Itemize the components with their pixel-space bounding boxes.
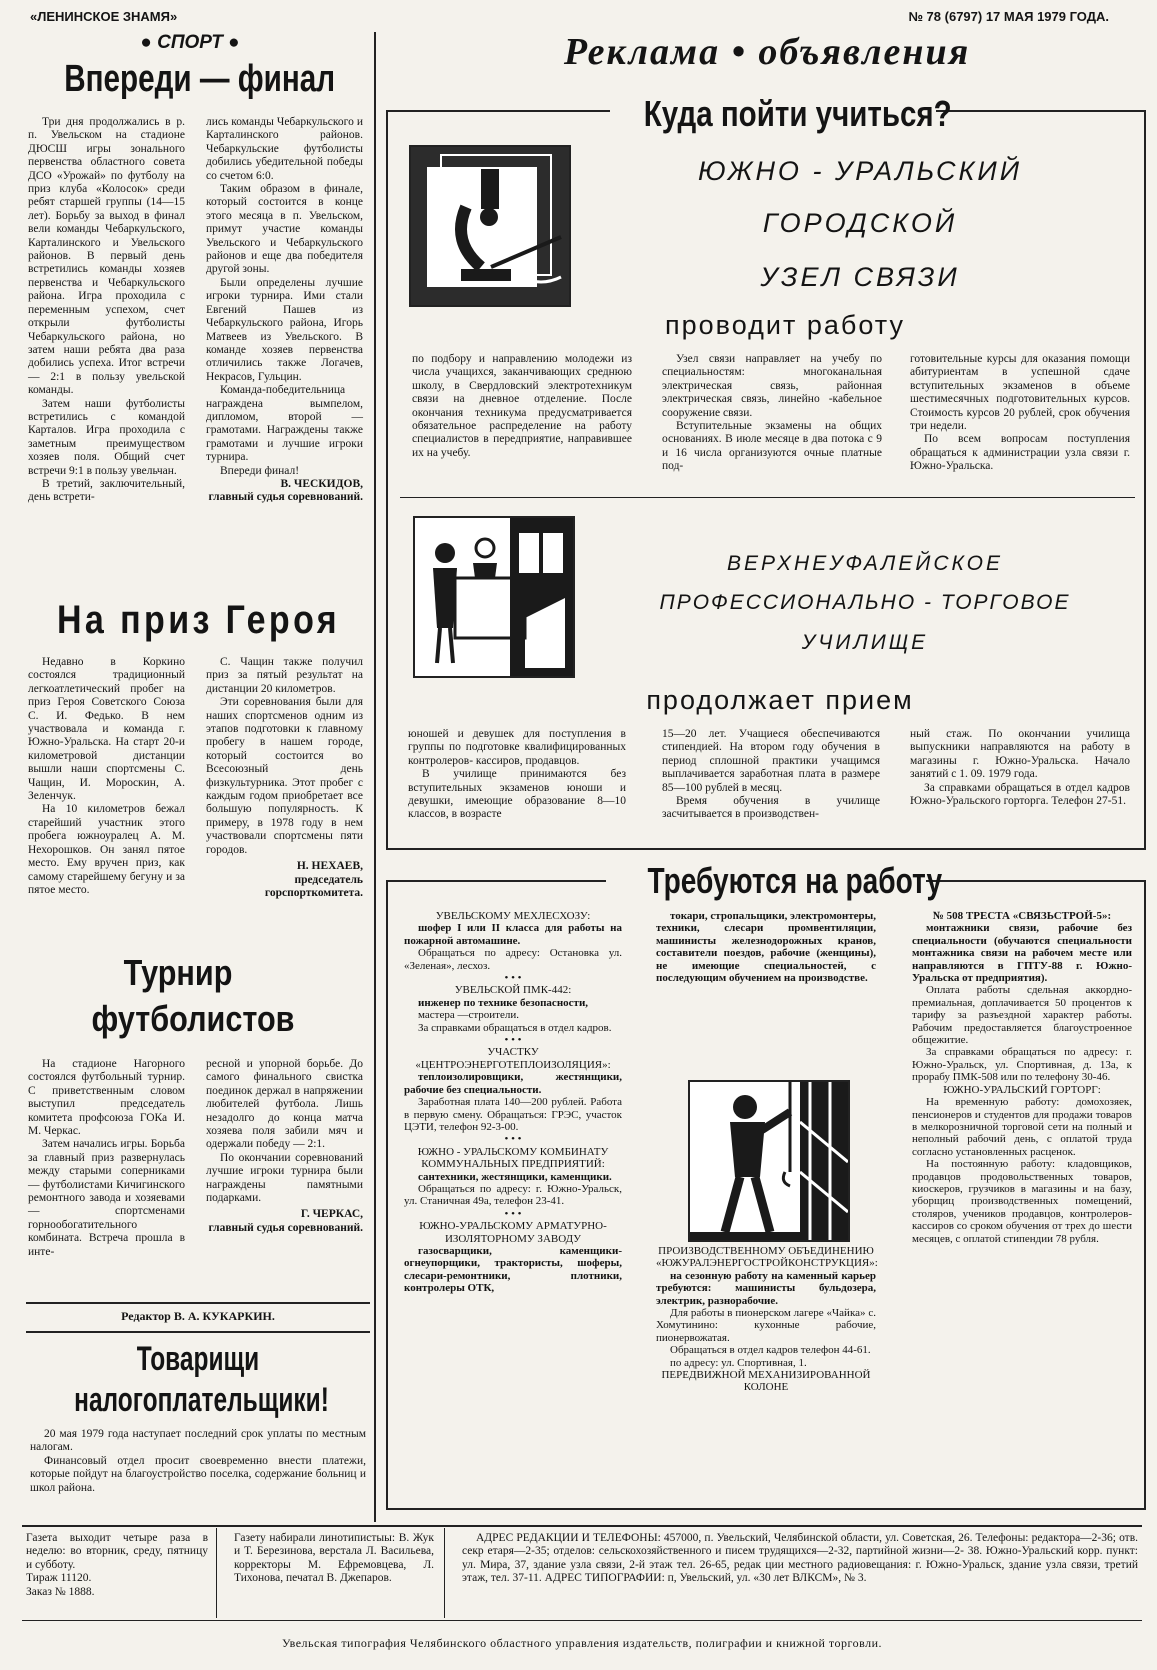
footer-divider-2 — [444, 1528, 445, 1618]
editor-rule-top — [26, 1302, 370, 1304]
masthead-issue: № 78 (6797) 17 МАЯ 1979 ГОДА. — [908, 9, 1109, 24]
paragraph: монтажники связи, рабочие без специальности (обучаются специальности монтажника связи на рабочем месте или направляются в ГПТУ-88 г. Южно-Уральска от предприятия). — [912, 922, 1132, 985]
author-name: В. ЧЕСКИДОВ, — [280, 477, 363, 490]
imprint: Увельская типография Челябинского областного управления издательств, полиграфии и книжной торговли. — [281, 1636, 883, 1650]
paragraph: по подбору и направлению молодежи из числа учащихся, заканчивающих среднюю школу, в Свердловский электротехникум связи на дневное отделение. После окончания техникума предусматривается обязательное распределение на работу специалистов в передприятие, направившее их на учебу. — [412, 353, 632, 459]
author-role: главный судья соревнований. — [208, 1221, 363, 1234]
school-org-line-1: ВЕРХНЕУФАЛЕЙСКОЕ — [726, 552, 1004, 575]
separator: • • • — [504, 1133, 522, 1146]
separator: • • • — [504, 1034, 522, 1047]
microscope-illustration — [409, 145, 571, 307]
paragraph: С. Чащин также получил приз за пятый результат на дистанции 20 километров. — [206, 656, 363, 695]
article-1-title: Впереди — финал — [64, 58, 336, 100]
footer-schedule — [26, 1532, 208, 1599]
paragraph: шофер I или II класса для работы на пожарной автомашине. — [404, 922, 622, 947]
paragraph: инженер по технике безопасности, — [418, 996, 589, 1009]
paragraph: теплоизолировщики, жестянщики, рабочие без специальности. — [404, 1071, 622, 1096]
author-role: главный судья соревнований. — [208, 491, 363, 504]
paragraph: Таким образом в финале, который состоится в конце этого месяца в п. Увельском, примут участие команды Увельского и Чебаркульского районов и еще два победителя другой зоны. — [206, 183, 363, 276]
ads-header: Реклама • объявления — [563, 31, 971, 73]
sport-rubric: ● СПОРТ ● — [140, 32, 240, 53]
paragraph: За справками обращаться в отдел кадров Южно-Уральского горторга. Телефон 27-51. — [910, 781, 1130, 808]
paragraph: Эти соревнования были для наших спортсменов одним из этапов подготовки к главному пробегу в нашем городе, который состоится во Всесоюзный день физкультурника. Этот пробег с каждым годом приобретает все большую популярность. К примеру, в 1978 году в нем участвовали спортсмены пяти городов. — [206, 696, 363, 856]
study-lead: проводит работу — [665, 310, 905, 340]
author-role: председатель горспорткомитета. — [264, 873, 363, 899]
paragraph: юношей и девушек для поступления в группы по подготовке квалифицированных контролеров- кассиров, продавцов. — [408, 728, 626, 767]
paragraph: По всем вопросам поступления обращаться к администрации узла связи г. Южно-Уральска. — [910, 433, 1130, 473]
paragraph: Газета выходит четыре раза в неделю: во вторник, среду, пятницу и субботу. — [26, 1532, 208, 1571]
paragraph: За справками обращаться по адресу: г. Южно-Уральск, ул. Спортивная, д. 13а, к прорабу ПМК-508 или по телефону 30-46. — [912, 1046, 1132, 1084]
job-title: ЮЖНО-УРАЛЬСКИЙ ГОРТОРГ: — [943, 1083, 1101, 1096]
shop-illustration — [413, 516, 575, 678]
school-org-line-2: ПРОФЕССИОНАЛЬНО - ТОРГОВОЕ — [659, 591, 1071, 614]
paragraph: сантехники, жестянщики, каменщики. — [418, 1170, 612, 1183]
article-1-col-1 — [28, 116, 185, 505]
study-col-1 — [412, 353, 632, 460]
paragraph: В третий, заключительный, день встрети- — [28, 477, 185, 504]
study-heading: Куда пойти учиться? — [610, 93, 936, 135]
jobs-col-1 — [404, 910, 622, 1295]
author-name: Н. НЕХАЕВ, — [296, 860, 363, 873]
paragraph: Три дня продолжались в р. п. Увельском на стадионе ДЮСШ игры зонального первенства областного совета ДСО «Урожай» по футболу на приз клуба «Колосок» среди ребят старшей группы (14—15 лет). Борьбу за выход в финал вели команды Чебаркульского, Карталинского и Увельского районов. В первый день встретились команды хозяев первенства и Чебаркульского района. Игра проходила с переменным успехом, счет открыли футболисты Чебаркульского района, но затем наши ребята два раза добились успеха. Итог встречи — 2:1 в пользу увельской команды. — [28, 116, 185, 397]
paragraph: Узел связи направляет на учебу по специальностям: многоканальная электрическая связь, районная электрическая связь, линейно -кабельное сооружение связи. — [662, 353, 882, 419]
worker-illustration — [688, 1080, 850, 1242]
paragraph: газосварщики, каменщики-огнеупорщики, трактористы, шоферы, слесари-ремонтники, плотники, контролеры ОТК, — [404, 1244, 622, 1295]
school-col-3 — [910, 728, 1130, 808]
paragraph: Финансовый отдел просит своевременно внести платежи, которые пойдут на благоустройство поселка, содержание больниц и школ района. — [30, 1454, 366, 1494]
study-col-3 — [910, 353, 1130, 474]
article-1-col-2 — [206, 116, 363, 505]
tax-notice-body — [30, 1428, 366, 1495]
circulation: Тираж 11120. — [26, 1572, 92, 1585]
column-divider — [374, 32, 376, 1522]
paragraph: ный стаж. По окончании училища выпускники направляются на работу в магазины г. Южно-Уральска. Начало занятий с 1. 09. 1979 года. — [910, 728, 1130, 781]
paragraph: на сезонную работу на каменный карьер требуются: машинисты бульдозера, электрик, разнорабочие. — [656, 1269, 876, 1307]
paragraph: Обращаться по адресу: Остановка ул. «Зеленая», лесхоз. — [404, 947, 622, 972]
paragraph: Затем начались игры. Борьба за главный приз развернулась между старыми соперниками — футболистами Кичигинского ремонтного завода и хозяевами — спортсменами горнообогатительного комбината. Встреча прошла в инте- — [28, 1138, 185, 1258]
footer-rule-bottom — [22, 1620, 1142, 1621]
footer-divider-1 — [216, 1528, 217, 1618]
paragraph: Вступительные экзамены на общих основаниях. В июле месяце в два потока с 9 и 16 числа организуются очные платные под- — [662, 420, 882, 473]
jobs-col-2-lower — [656, 1245, 876, 1394]
separator: • • • — [504, 972, 522, 985]
paragraph: лись команды Чебаркульского и Карталинского районов. Чебаркульские футболисты добились убедительной победы со счетом 6:0. — [206, 116, 363, 182]
paragraph: Оплата работы сдельная аккордно- премиальная, доплачивается 50 процентов к тарифу за разъездной характер работы. Рабочим предоставляется благоустроенное общежитие. — [912, 984, 1132, 1047]
study-col-2 — [662, 353, 882, 474]
job-title: УВЕЛЬСКОЙ ПМК-442: — [454, 984, 572, 997]
paragraph: Впереди финал! — [220, 464, 300, 477]
paragraph: В училище принимаются без вступительных экзаменов юноши и девушки, имеющие образование 8—10 классов, в возрасте — [408, 768, 626, 821]
editor-line: Редактор В. А. КУКАРКИН. — [121, 1309, 275, 1323]
paragraph: по адресу: ул. Спортивная, 1. — [670, 1356, 807, 1369]
paragraph: готовительные курсы для оказания помощи абитуриентам в успешной сдаче вступительных экзаменов в объеме шестимесячных подготовительных курсов. Стоимость курсов 20 рублей, срок обучения три недели. — [910, 353, 1130, 433]
study-org-line-1: ЮЖНО - УРАЛЬСКИЙ — [697, 156, 1023, 186]
paragraph: По окончании соревнований лучшие игроки турнира были награждены памятными подарками. — [206, 1151, 363, 1205]
job-title: ПРОИЗВОДСТВЕННОМУ ОБЪЕДИНЕНИЮ «ЮЖУРАЛЭНЕРГОСТРОЙКОНСТРУКЦИЯ»: — [656, 1245, 878, 1270]
school-org-line-3: УЧИЛИЩЕ — [801, 631, 929, 654]
job-title: УВЕЛЬСКОМУ МЕХЛЕСХОЗУ: — [435, 910, 591, 922]
tax-notice-title: Товарищи налогоплательщики! — [74, 1340, 329, 1419]
jobs-col-2 — [656, 910, 876, 984]
article-2-title: На приз Героя — [56, 598, 340, 642]
article-3-title: Турнир футболистов — [91, 952, 295, 1039]
study-org-line-2: ГОРОДСКОЙ — [762, 208, 958, 238]
paragraph: Время обучения в училище засчитывается в производствен- — [662, 795, 880, 821]
paragraph: Обращаться в отдел кадров телефон 44-61. — [670, 1344, 871, 1357]
paragraph: АДРЕС РЕДАКЦИИ И ТЕЛЕФОНЫ: 457000, п. Увельский, Челябинской области, ул. Советская, 26. Телефоны: редактора—2-36; отв. секр етаря—2-35; отделов: сельскохозяйственного и писем трудящихся—2-32, партийной жизни—2- 38. Южно-Уральский корр. пункт: ул. Мира, 37, здание узла связи, 2-й этаж тел. 26-65, редак ции местного радиовещания: г. Южно-Уральск, здание узла связи, третий этаж, тел. 37-11. АДРЕС ТИПОГРАФИИ: п, Увельский, ул. «30 лет ВЛКСМ», № 3. — [462, 1532, 1138, 1585]
footer-address — [462, 1532, 1138, 1586]
study-org-line-3: УЗЕЛ СВЯЗИ — [760, 262, 960, 292]
school-col-1 — [408, 728, 626, 822]
job-title: ПЕРЕДВИЖНОЙ МЕХАНИЗИРОВАННОЙ КОЛОНЕ — [661, 1369, 871, 1394]
order-number: Заказ № 1888. — [26, 1585, 95, 1598]
paragraph: Заработная плата 140—200 рублей. Работа в первую смену. Обращаться: ГРЭС, участок ЦЭТИ, телефон 92-3-00. — [404, 1096, 622, 1133]
jobs-heading: Требуются на работу — [606, 860, 926, 902]
masthead-paper: «ЛЕНИНСКОЕ ЗНАМЯ» — [30, 9, 178, 24]
article-2-col-1 — [28, 656, 185, 897]
article-3-col-1 — [28, 1058, 185, 1259]
paragraph: Затем наши футболисты встретились с командой Карталов. Игра проходила с заметным преимуществом хозяев поля. Общий счет встречи 9:1 в пользу увельчан. — [28, 397, 185, 477]
job-title: № 508 ТРЕСТА «СВЯЗЬСТРОЙ-5»: — [932, 910, 1112, 922]
paragraph: За справками обращаться в отдел кадров. — [418, 1021, 612, 1034]
paragraph: 15—20 лет. Учащиеся обеспечиваются стипендией. На втором году обучения в период сплошной практики учащимся выплачивается заработная плата в размере 85—100 рублей в месяц. — [662, 728, 880, 794]
job-title: УЧАСТКУ «ЦЕНТРОЭНЕРГОТЕПЛОИЗОЛЯЦИЯ»: — [415, 1046, 611, 1071]
job-title: ЮЖНО - УРАЛЬСКОМУ КОМБИНАТУ КОММУНАЛЬНЫХ ПРЕДПРИЯТИЙ: — [417, 1145, 609, 1171]
footer-rule-top — [22, 1525, 1142, 1527]
paragraph: Команда-победительница награждена вымпелом, дипломом, второй — грамотами. Награждены также грамотами и лучшие игроки турнира. — [206, 384, 363, 464]
paragraph: На 10 километров бежал старейший участник этого пробега южноуралец А. М. Нехорошков. Он занял пятое место. Ему вручен приз, как самому старейшему бегуну и за пятое место. — [28, 803, 185, 896]
paragraph: токари, стропальщики, электромонтеры, техники, слесари промвентиляции, машинисты железнодорожных кранов, составители поездов, рабочие (женщины), не имеющие специальностей, с последующим обучением на производстве. — [656, 910, 876, 985]
article-2-col-2 — [206, 656, 363, 900]
article-3-col-2 — [206, 1058, 363, 1235]
paragraph: Недавно в Коркино состоялся традиционный легкоатлетический пробег на приз Героя Советского Союза С. И. Федько. В нем участвовала и команда г. Южно-Уральска. На старт 20-и километровой дистанции вышли наши спортсмены С. Чащин, И. Морoскин, А. Зеленчук. — [28, 656, 185, 803]
paragraph: На постоянную работу: кладовщиков, продавцов продовольственных товаров, киоскеров, грузчиков в магазины и на базу, уборщиц производственных помещений, столяров, учеников продавцов, контролеров-кассиров со сроком обучения от трех до шести месяцев, с оплатой стипендии 78 рубля. — [912, 1158, 1132, 1245]
footer-staff — [234, 1532, 434, 1586]
jobs-col-3 — [912, 910, 1132, 1245]
school-col-2 — [662, 728, 880, 822]
editor-rule-bottom — [26, 1331, 370, 1333]
author-name: Г. ЧЕРКАС, — [300, 1208, 363, 1221]
paragraph: На стадионе Нагорного состоялся футбольный турнир. С приветственным словом выступил председатель комитета профсоюза ГОКа И. М. Черкас. — [28, 1058, 185, 1138]
paragraph: Обращаться по адресу: г. Южно-Уральск, ул. Станичная 49а, телефон 23-41. — [404, 1182, 622, 1208]
paragraph: Для работы в пионерском лагере «Чайка» с. Хомутинино: кухонные рабочие, пионервожатая. — [656, 1307, 876, 1344]
paragraph: Газету набирали линотипистыы: В. Жук и Т. Березинова, верстала Л. Васильева, корректоры М. Ефремовцева, Л. Тихонова, печатал В. Джепаров. — [234, 1532, 434, 1585]
paragraph: Были определены лучшие игроки турнира. Ими стали Евгений Пашев из Чебаркульского района, Игорь Матвеев из Увельского. В команде хозяев первенства отличились также Логачев, Некрасов, Гульцин. — [206, 276, 363, 383]
paragraph: 20 мая 1979 года наступает последний срок уплаты по местным налогам. — [30, 1428, 366, 1454]
paragraph: На временную работу: домохозяек, пенсионеров и студентов для продажи товаров в мелкорозничной торговой сети на полный и неполный рабочий день, с оплатой труда согласно установленных расценок. — [912, 1096, 1132, 1158]
school-lead: продолжает прием — [646, 685, 914, 715]
separator: • • • — [504, 1207, 522, 1220]
job-title: ЮЖНО-УРАЛЬСКОМУ АРМАТУРНО-ИЗОЛЯТОРНОМУ ЗАВОДУ — [419, 1220, 607, 1245]
paragraph: мастера —строители. — [418, 1009, 519, 1022]
study-school-divider — [400, 497, 1135, 498]
paragraph: ресной и упорной борьбе. До самого финального свистка поединок держал в напряжении любителей футбола. Лишь незадолго до конца матча хозяева поля забили мяч и одержали победу — 2:1. — [206, 1058, 363, 1151]
